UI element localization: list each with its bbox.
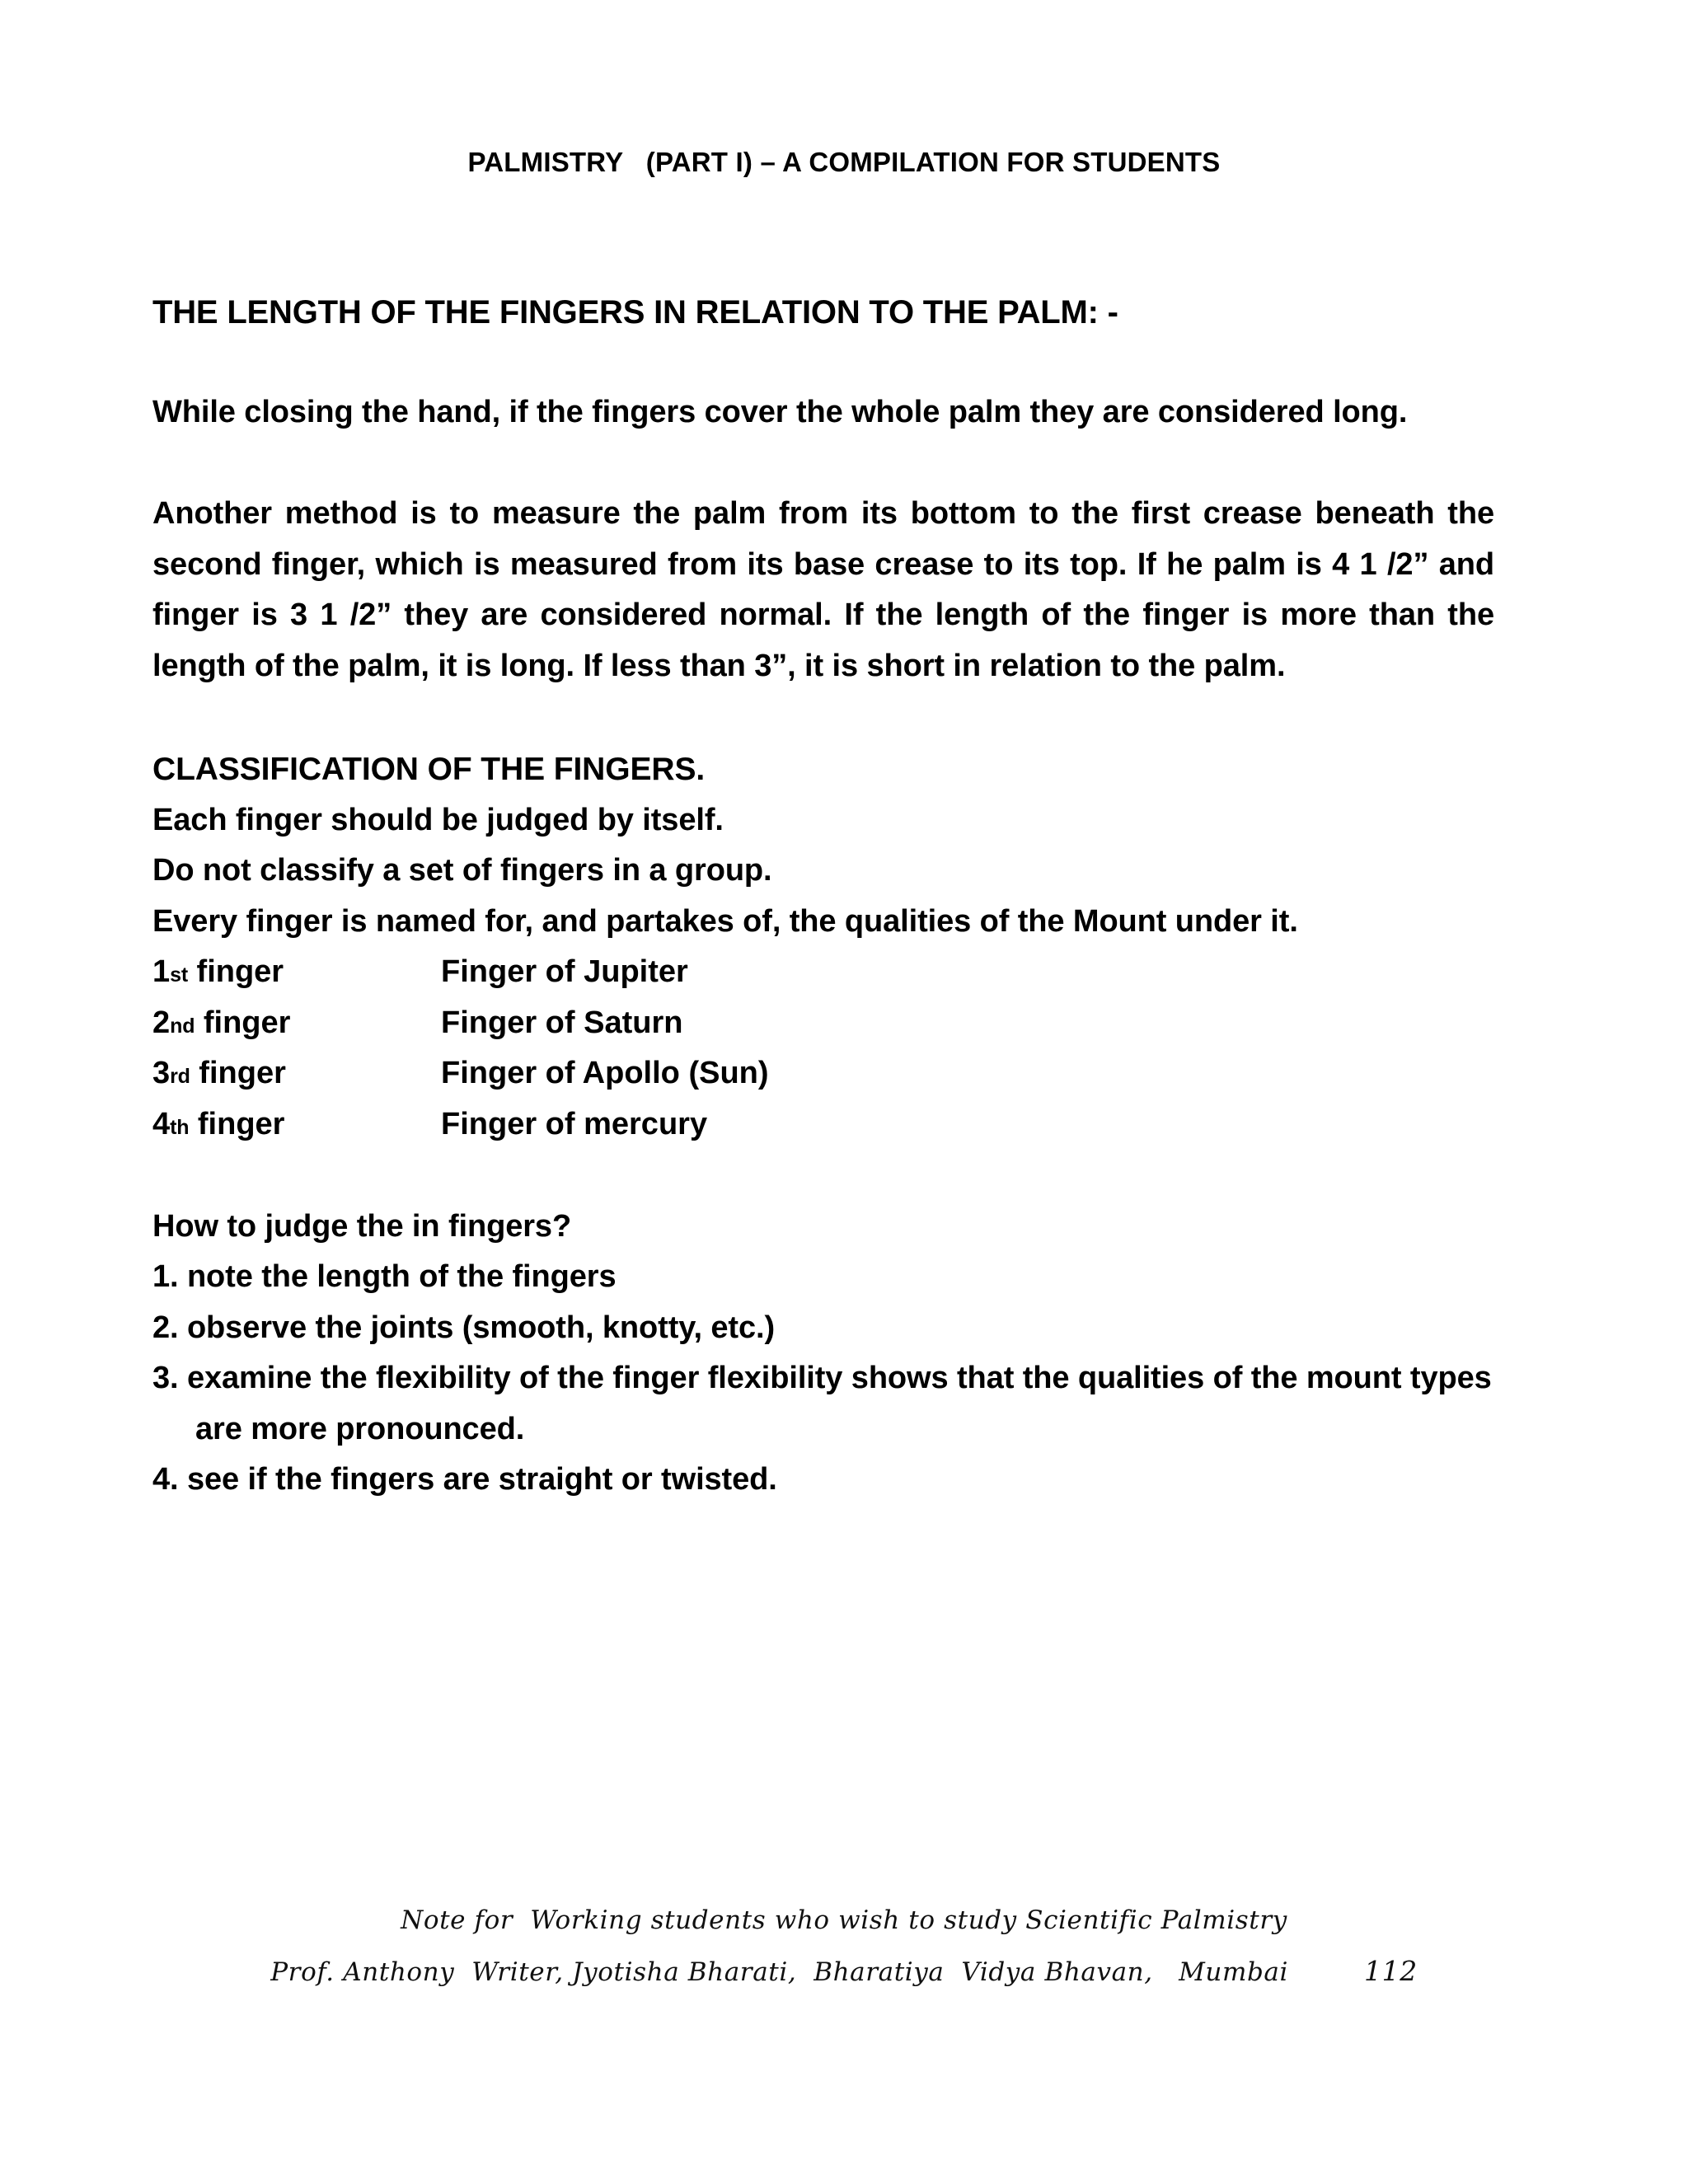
finger-ordinal-number: 1	[152, 954, 171, 990]
classification-line-every-finger: Every finger is named for, and partakes of, the qualities of the Mount under it.	[152, 903, 1298, 939]
footer-note	[0, 1905, 1688, 1935]
finger-ordinal-word: finger	[195, 1005, 291, 1040]
finger-ordinal-suffix: nd	[170, 1014, 195, 1038]
footer-attribution-text: Prof. Anthony Writer, Jyotisha Bharati, Bharatiya Vidya Bhavan, Mumbai	[270, 1957, 1289, 1987]
finger-ordinal-number: 3	[152, 1056, 171, 1091]
finger-ordinal-suffix: st	[170, 963, 188, 987]
spacer	[152, 333, 1494, 387]
spacer	[152, 692, 1494, 743]
judge-steps-list	[152, 1252, 1494, 1506]
finger-ordinal-suffix: rd	[170, 1065, 190, 1089]
table-row	[152, 998, 769, 1049]
finger-ordinal-number: 2	[152, 1005, 171, 1040]
paragraph-another-method: Another method is to measure the palm from its bottom to the first crease beneath the second finger, which is measured from its base crease to its top. If he palm is 4 1 /2” and finger is 3 1 /2” they are considered normal. If the length of the finger is more than the length of the palm, it is long. If less than 3”, it is short in relation to the palm.	[152, 496, 1494, 683]
list-item: 3. examine the flexibility of the finger flexibility shows that the qualities of the mount types are more pronounced.	[152, 1361, 1492, 1446]
finger-name-cell: Finger of Jupiter	[441, 954, 688, 990]
finger-ordinal-word: finger	[187, 954, 284, 990]
spacer	[152, 1151, 1494, 1202]
finger-ordinal-word: finger	[190, 1056, 286, 1091]
finger-name-cell: Finger of Apollo (Sun)	[441, 1056, 769, 1091]
footer-note-text: Note for Working students who wish to study Scientific Palmistry	[401, 1905, 1287, 1935]
classification-line-each-finger: Each finger should be judged by itself.	[152, 802, 724, 837]
table-row	[152, 1099, 769, 1151]
paragraph-closing-hand: While closing the hand, if the fingers cover the whole palm they are considered long.	[152, 394, 1408, 429]
footer-attribution	[0, 1955, 1688, 1987]
document-body	[152, 293, 1494, 1506]
finger-ordinal-cell	[152, 1099, 441, 1151]
list-item: 2. observe the joints (smooth, knotty, etc.)	[152, 1310, 776, 1345]
finger-name-cell: Finger of Saturn	[441, 1005, 683, 1040]
finger-ordinal-number: 4	[152, 1106, 171, 1141]
spacer	[152, 438, 1494, 489]
classification-line-do-not-classify: Do not classify a set of fingers in a group.	[152, 853, 772, 888]
page-title: PALMISTRY (PART I) – A COMPILATION FOR STUDENTS	[467, 147, 1221, 177]
finger-ordinal-cell	[152, 998, 441, 1049]
heading-finger-length: THE LENGTH OF THE FINGERS IN RELATION TO THE PALM: -	[152, 294, 1118, 330]
heading-classification: CLASSIFICATION OF THE FINGERS.	[152, 751, 706, 787]
list-item: 1. note the length of the fingers	[152, 1259, 617, 1295]
finger-ordinal-cell	[152, 947, 441, 998]
finger-name-cell: Finger of mercury	[441, 1106, 708, 1141]
list-item: 4. see if the fingers are straight or twisted.	[152, 1462, 777, 1497]
finger-ordinal-cell	[152, 1048, 441, 1099]
finger-ordinal-word: finger	[189, 1106, 285, 1141]
page-number: 112	[1364, 1955, 1418, 1987]
finger-name-table	[152, 947, 769, 1150]
finger-ordinal-suffix: th	[170, 1115, 190, 1139]
table-row	[152, 1048, 769, 1099]
heading-how-to-judge: How to judge the in fingers?	[152, 1208, 572, 1244]
table-row	[152, 947, 769, 998]
